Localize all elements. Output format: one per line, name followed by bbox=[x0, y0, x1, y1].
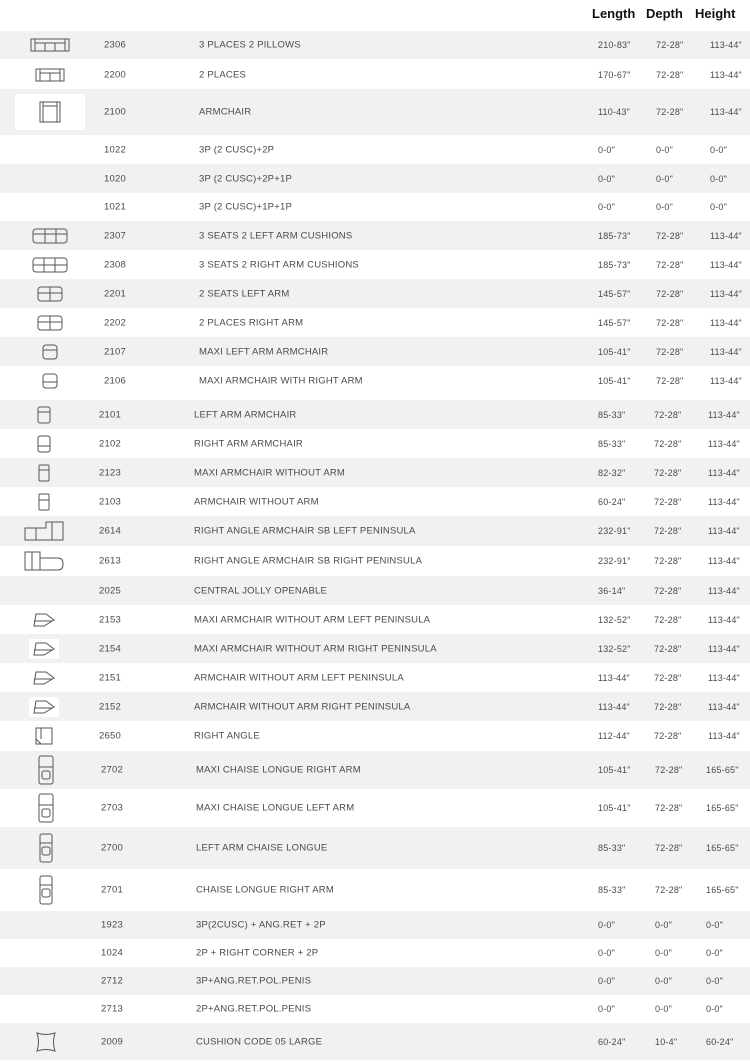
length-value: 105-41" bbox=[598, 803, 631, 813]
length-value: 105-41" bbox=[598, 765, 631, 775]
product-code: 2700 bbox=[101, 842, 123, 854]
product-description: 3 SEATS 2 RIGHT ARM CUSHIONS bbox=[199, 259, 359, 270]
table-row bbox=[0, 221, 750, 250]
right-angle-icon bbox=[33, 727, 55, 745]
armless-armchair-icon bbox=[35, 493, 53, 511]
height-value: 113-44" bbox=[708, 556, 740, 566]
length-value: 185-73" bbox=[598, 259, 631, 270]
height-value: 113-44" bbox=[710, 40, 742, 50]
height-value: 0-0" bbox=[710, 202, 728, 212]
sofa-3-seat-left-arm-icon bbox=[30, 227, 70, 245]
product-code: 2123 bbox=[99, 467, 121, 478]
height-header: Height bbox=[695, 6, 736, 21]
product-code: 2102 bbox=[99, 438, 121, 449]
length-value: 210-83" bbox=[598, 40, 631, 50]
length-value: 60-24" bbox=[598, 496, 626, 507]
maxi-left-arm-armchair-icon bbox=[39, 343, 61, 361]
product-code: 2025 bbox=[99, 585, 121, 596]
length-value: 110-43" bbox=[598, 107, 630, 117]
depth-value: 0-0" bbox=[655, 948, 673, 958]
product-code: 2713 bbox=[101, 1003, 123, 1015]
product-code: 2703 bbox=[101, 802, 123, 814]
product-description: MAXI ARMCHAIR WITHOUT ARM LEFT PENINSULA bbox=[194, 614, 431, 625]
depth-value: 0-0" bbox=[655, 1004, 673, 1014]
length-value: 232-91" bbox=[598, 556, 631, 566]
length-value: 132-52" bbox=[598, 643, 631, 654]
product-description: 3P (2 CUSC)+2P+1P bbox=[199, 173, 292, 184]
sofa-2-seat-left-arm-icon bbox=[35, 285, 65, 303]
sofa-3-seat-right-arm-icon bbox=[30, 256, 70, 274]
sofa-3-seat-icon bbox=[28, 36, 72, 54]
length-value: 0-0" bbox=[598, 1004, 616, 1014]
armchair-icon bbox=[15, 94, 85, 130]
maxi-armless-right-peninsula-icon bbox=[29, 639, 59, 659]
product-description: MAXI CHAISE LONGUE RIGHT ARM bbox=[196, 764, 361, 776]
height-value: 113-44" bbox=[708, 409, 740, 420]
product-description: 2P + RIGHT CORNER + 2P bbox=[196, 947, 319, 959]
height-value: 165-65" bbox=[706, 843, 739, 853]
table-row bbox=[0, 31, 750, 59]
product-code: 2101 bbox=[99, 409, 121, 420]
depth-value: 0-0" bbox=[656, 202, 674, 212]
product-code: 2712 bbox=[101, 975, 123, 987]
length-value: 36-14" bbox=[598, 585, 626, 596]
depth-value: 72-28" bbox=[655, 884, 683, 895]
length-value: 145-57" bbox=[598, 317, 631, 328]
product-description: 2 SEATS LEFT ARM bbox=[199, 288, 290, 299]
length-value: 85-33" bbox=[598, 884, 626, 895]
table-row bbox=[0, 721, 750, 751]
table-row bbox=[0, 337, 750, 366]
height-value: 113-44" bbox=[708, 643, 740, 654]
product-code: 2306 bbox=[104, 39, 126, 51]
depth-value: 72-28" bbox=[654, 585, 682, 596]
product-code: 2154 bbox=[99, 643, 121, 654]
height-value: 113-44" bbox=[710, 376, 742, 386]
product-description: ARMCHAIR WITHOUT ARM RIGHT PENINSULA bbox=[194, 701, 411, 712]
height-value: 113-44" bbox=[710, 346, 742, 357]
depth-value: 72-28" bbox=[654, 526, 682, 536]
height-value: 113-44" bbox=[710, 69, 742, 80]
height-value: 0-0" bbox=[710, 145, 728, 155]
product-description: 3P+ANG.RET.POL.PENIS bbox=[196, 975, 312, 987]
product-code: 2009 bbox=[101, 1036, 123, 1047]
product-description: CHAISE LONGUE RIGHT ARM bbox=[196, 884, 334, 895]
table-header bbox=[0, 0, 750, 28]
height-value: 113-44" bbox=[708, 438, 740, 449]
depth-value: 10-4" bbox=[655, 1036, 678, 1047]
length-value: 0-0" bbox=[598, 948, 616, 958]
product-description: MAXI LEFT ARM ARMCHAIR bbox=[199, 346, 329, 357]
table-row bbox=[0, 250, 750, 279]
length-header: Length bbox=[592, 6, 636, 21]
height-value: 165-65" bbox=[706, 765, 739, 775]
product-code: 2200 bbox=[104, 69, 126, 80]
table-row bbox=[0, 663, 750, 692]
product-code: 2107 bbox=[104, 346, 126, 357]
table-row bbox=[0, 308, 750, 337]
length-value: 85-33" bbox=[598, 843, 626, 853]
table-row bbox=[0, 869, 750, 910]
depth-value: 72-28" bbox=[656, 230, 684, 241]
table-row bbox=[0, 546, 750, 576]
height-value: 0-0" bbox=[706, 976, 724, 986]
table-row bbox=[0, 911, 750, 939]
depth-value: 72-28" bbox=[654, 496, 682, 507]
height-value: 0-0" bbox=[710, 173, 728, 184]
product-description: RIGHT ANGLE ARMCHAIR SB LEFT PENINSULA bbox=[194, 525, 416, 537]
length-value: 0-0" bbox=[598, 173, 616, 184]
product-description: MAXI ARMCHAIR WITHOUT ARM bbox=[194, 467, 346, 478]
height-value: 0-0" bbox=[706, 1004, 724, 1014]
product-code: 2153 bbox=[99, 614, 121, 625]
product-code: 2202 bbox=[104, 317, 126, 328]
product-code: 2308 bbox=[104, 259, 126, 270]
product-code: 2614 bbox=[99, 525, 121, 537]
depth-value: 72-28" bbox=[656, 376, 684, 386]
table-row bbox=[0, 692, 750, 721]
maxi-armless-armchair-icon bbox=[35, 464, 53, 482]
depth-value: 72-28" bbox=[654, 556, 682, 566]
armless-left-peninsula-icon bbox=[30, 670, 58, 686]
product-description: RIGHT ANGLE ARMCHAIR SB RIGHT PENINSULA bbox=[194, 555, 423, 567]
table-row bbox=[0, 827, 750, 869]
depth-value: 72-28" bbox=[654, 467, 682, 478]
product-description: ARMCHAIR WITHOUT ARM bbox=[194, 496, 319, 507]
table-row bbox=[0, 89, 750, 135]
product-code: 2201 bbox=[104, 288, 126, 299]
angle-left-peninsula-icon bbox=[22, 520, 66, 542]
depth-value: 72-28" bbox=[656, 259, 684, 270]
product-description: ARMCHAIR bbox=[199, 106, 252, 118]
depth-value: 0-0" bbox=[655, 976, 673, 986]
depth-value: 72-28" bbox=[654, 643, 682, 654]
table-row bbox=[0, 164, 750, 193]
table-row bbox=[0, 995, 750, 1023]
table-row bbox=[0, 605, 750, 634]
table-row bbox=[0, 939, 750, 967]
length-value: 85-33" bbox=[598, 438, 626, 449]
product-description: MAXI CHAISE LONGUE LEFT ARM bbox=[196, 802, 355, 814]
chaise-longue-left-icon bbox=[36, 833, 56, 863]
depth-value: 72-28" bbox=[654, 672, 682, 683]
table-row bbox=[0, 400, 750, 429]
height-value: 113-44" bbox=[708, 614, 740, 625]
length-value: 105-41" bbox=[598, 346, 631, 357]
maxi-armless-left-peninsula-icon bbox=[30, 612, 58, 628]
product-description: 2 PLACES bbox=[199, 69, 247, 80]
height-value: 113-44" bbox=[708, 701, 740, 712]
depth-value: 0-0" bbox=[656, 173, 674, 184]
height-value: 113-44" bbox=[708, 467, 740, 478]
depth-value: 72-28" bbox=[656, 317, 684, 328]
length-value: 0-0" bbox=[598, 145, 616, 155]
height-value: 0-0" bbox=[706, 948, 724, 958]
product-code: 2613 bbox=[99, 555, 121, 567]
length-value: 0-0" bbox=[598, 202, 616, 212]
height-value: 60-24" bbox=[706, 1036, 734, 1047]
table-row bbox=[0, 1023, 750, 1060]
product-description: 2 PLACES RIGHT ARM bbox=[199, 317, 304, 328]
depth-value: 0-0" bbox=[656, 145, 674, 155]
table-row bbox=[0, 487, 750, 516]
length-value: 85-33" bbox=[598, 409, 626, 420]
product-code: 2152 bbox=[99, 701, 121, 712]
height-value: 113-44" bbox=[708, 672, 740, 683]
product-description: ARMCHAIR WITHOUT ARM LEFT PENINSULA bbox=[194, 672, 404, 683]
depth-value: 72-28" bbox=[656, 288, 684, 299]
sofa-2-seat-icon bbox=[33, 66, 67, 84]
length-value: 132-52" bbox=[598, 614, 631, 625]
height-value: 113-44" bbox=[710, 230, 742, 241]
table-row bbox=[0, 516, 750, 546]
length-value: 82-32" bbox=[598, 467, 626, 478]
product-description: LEFT ARM CHAISE LONGUE bbox=[196, 842, 328, 854]
height-value: 113-44" bbox=[708, 585, 740, 596]
length-value: 145-57" bbox=[598, 288, 631, 299]
product-code: 1022 bbox=[104, 144, 126, 156]
product-code: 2103 bbox=[99, 496, 121, 507]
table-row bbox=[0, 279, 750, 308]
product-description: CENTRAL JOLLY OPENABLE bbox=[194, 585, 328, 596]
length-value: 185-73" bbox=[598, 230, 631, 241]
depth-value: 72-28" bbox=[654, 701, 682, 712]
table-row bbox=[0, 60, 750, 89]
product-code: 1923 bbox=[101, 919, 123, 931]
maxi-chaise-longue-left-icon bbox=[35, 793, 57, 823]
angle-right-peninsula-icon bbox=[22, 550, 66, 572]
height-value: 165-65" bbox=[706, 884, 739, 895]
depth-value: 72-28" bbox=[654, 438, 682, 449]
product-description: MAXI ARMCHAIR WITH RIGHT ARM bbox=[199, 375, 363, 387]
product-description: 3P(2CUSC) + ANG.RET + 2P bbox=[196, 919, 326, 931]
height-value: 113-44" bbox=[708, 526, 740, 536]
left-arm-armchair-icon bbox=[34, 406, 54, 424]
depth-value: 72-28" bbox=[654, 614, 682, 625]
length-value: 60-24" bbox=[598, 1036, 626, 1047]
product-code: 2151 bbox=[99, 672, 121, 683]
depth-value: 72-28" bbox=[656, 40, 684, 50]
product-description: 3P (2 CUSC)+1P+1P bbox=[199, 201, 292, 213]
product-description: LEFT ARM ARMCHAIR bbox=[194, 409, 297, 420]
height-value: 0-0" bbox=[706, 920, 724, 930]
length-value: 113-44" bbox=[598, 672, 630, 683]
height-value: 113-44" bbox=[710, 107, 742, 117]
height-value: 113-44" bbox=[708, 731, 740, 741]
table-row bbox=[0, 193, 750, 221]
product-description: MAXI ARMCHAIR WITHOUT ARM RIGHT PENINSULA bbox=[194, 643, 437, 654]
length-value: 0-0" bbox=[598, 920, 616, 930]
depth-value: 72-28" bbox=[656, 69, 684, 80]
height-value: 113-44" bbox=[710, 317, 742, 328]
product-code: 2701 bbox=[101, 884, 123, 895]
depth-value: 0-0" bbox=[655, 920, 673, 930]
depth-value: 72-28" bbox=[656, 107, 684, 117]
armless-right-peninsula-icon bbox=[29, 697, 59, 717]
maxi-right-arm-armchair-icon bbox=[39, 372, 61, 390]
length-value: 113-44" bbox=[598, 701, 630, 712]
table-row bbox=[0, 967, 750, 995]
product-description: CUSHION CODE 05 LARGE bbox=[196, 1036, 323, 1047]
length-value: 0-0" bbox=[598, 976, 616, 986]
right-arm-armchair-icon bbox=[34, 435, 54, 453]
maxi-chaise-longue-right-icon bbox=[35, 755, 57, 785]
product-code: 2106 bbox=[104, 375, 126, 387]
product-description: 3P (2 CUSC)+2P bbox=[199, 144, 275, 156]
depth-value: 72-28" bbox=[655, 843, 683, 853]
table-row bbox=[0, 634, 750, 663]
product-description: RIGHT ANGLE bbox=[194, 730, 260, 742]
product-description: RIGHT ARM ARMCHAIR bbox=[194, 438, 303, 449]
table-row bbox=[0, 458, 750, 487]
height-value: 113-44" bbox=[710, 259, 742, 270]
length-value: 232-91" bbox=[598, 526, 631, 536]
height-value: 165-65" bbox=[706, 803, 739, 813]
table-row bbox=[0, 136, 750, 164]
product-code: 1021 bbox=[104, 201, 126, 213]
product-code: 2702 bbox=[101, 764, 123, 776]
depth-value: 72-28" bbox=[654, 409, 682, 420]
product-code: 2650 bbox=[99, 730, 121, 742]
product-code: 2307 bbox=[104, 230, 126, 241]
depth-value: 72-28" bbox=[655, 765, 683, 775]
product-description: 2P+ANG.RET.POL.PENIS bbox=[196, 1003, 312, 1015]
depth-value: 72-28" bbox=[656, 346, 684, 357]
product-code: 1020 bbox=[104, 173, 126, 184]
depth-value: 72-28" bbox=[655, 803, 683, 813]
table-row bbox=[0, 576, 750, 605]
cushion-icon bbox=[32, 1030, 60, 1054]
table-row bbox=[0, 751, 750, 789]
depth-header: Depth bbox=[646, 6, 683, 21]
length-value: 105-41" bbox=[598, 376, 631, 386]
table-row bbox=[0, 429, 750, 458]
product-description: 3 PLACES 2 PILLOWS bbox=[199, 39, 301, 51]
product-code: 1024 bbox=[101, 947, 123, 959]
length-value: 112-44" bbox=[598, 731, 630, 741]
sofa-2-seat-right-arm-icon bbox=[35, 314, 65, 332]
depth-value: 72-28" bbox=[654, 731, 682, 741]
chaise-longue-right-icon bbox=[36, 875, 56, 905]
product-code: 2100 bbox=[104, 106, 126, 118]
height-value: 113-44" bbox=[710, 288, 742, 299]
table-row bbox=[0, 789, 750, 827]
height-value: 113-44" bbox=[708, 496, 740, 507]
table-row bbox=[0, 366, 750, 396]
product-description: 3 SEATS 2 LEFT ARM CUSHIONS bbox=[199, 230, 353, 241]
length-value: 170-67" bbox=[598, 69, 631, 80]
